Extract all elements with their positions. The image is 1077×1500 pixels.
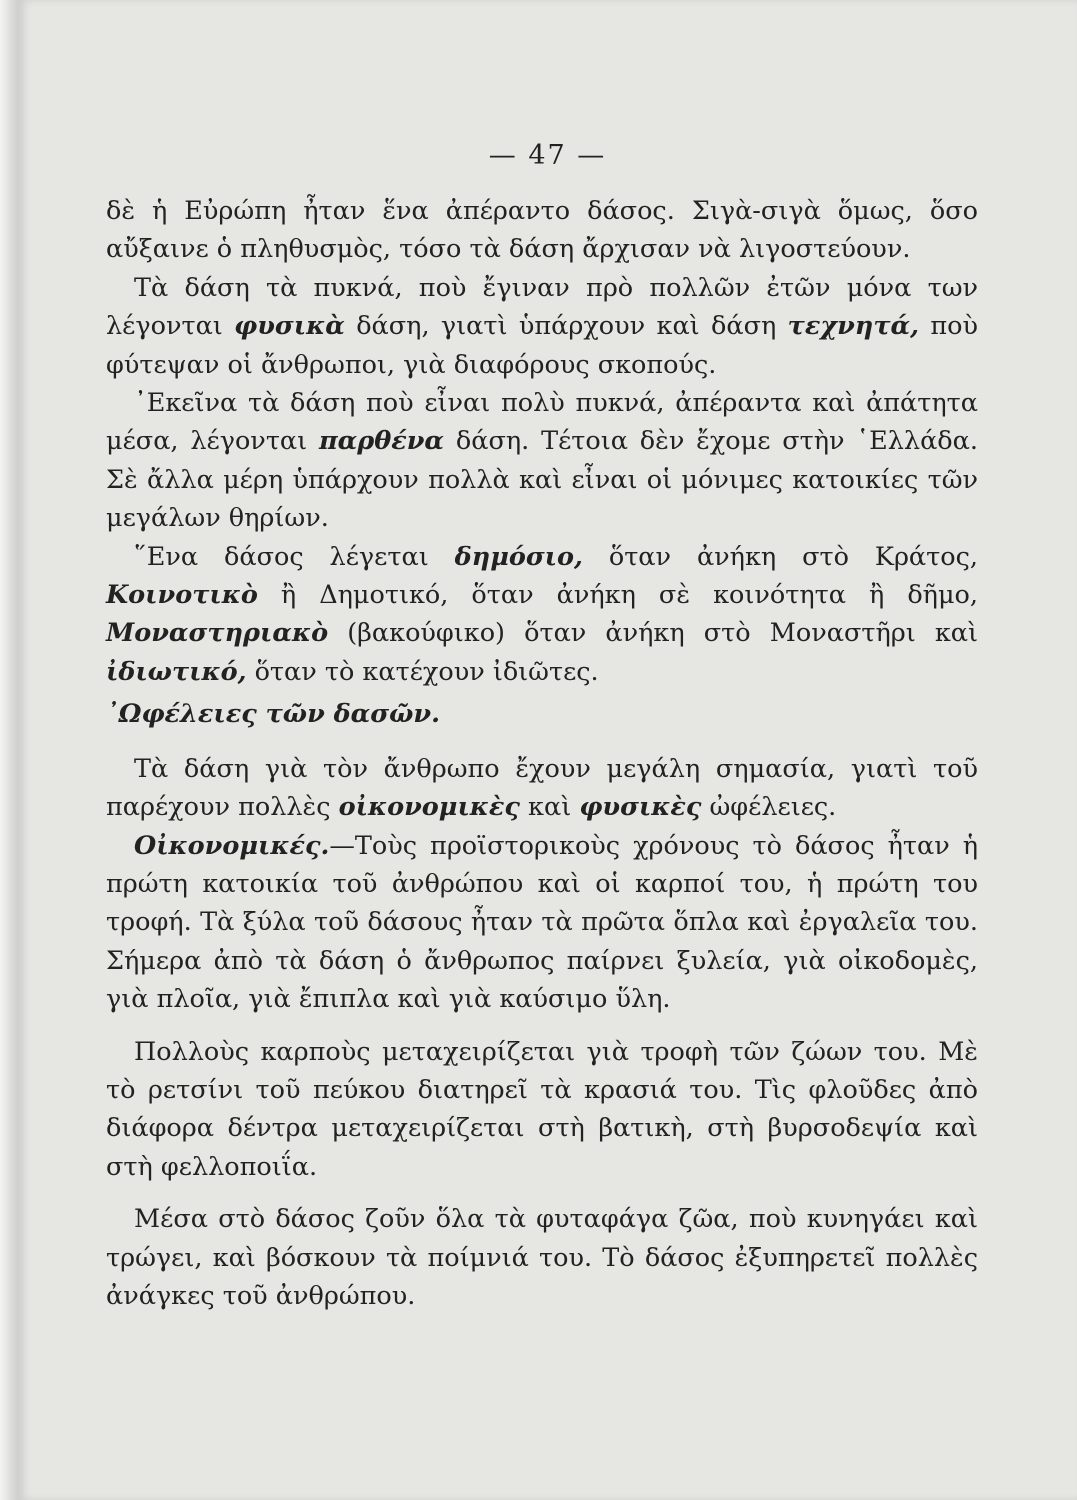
text-run: δάση, γιατὶ ὑπάρχουν καὶ δάση [344, 311, 788, 342]
emphasis-koinotiko: Κοινοτικὸ [106, 580, 258, 611]
book-spine-shadow [0, 0, 18, 1500]
text-run: ὅταν ἀνήκη στὸ Κράτος, [582, 541, 979, 572]
paragraph-4 [106, 538, 978, 692]
paragraph-8: Μέσα στὸ δάσος ζοῦν ὅλα τὰ φυταφάγα ζῶα, ποὺ κυνηγάει καὶ τρώγει, καὶ βόσκουν τὰ ποίμνιά του. Τὸ δάσος ἐξυπηρετεῖ πολλὲς ἀνάγκες τοῦ ἀνθρώπου. [106, 1204, 978, 1311]
emphasis-texnita: τεχνητά, [787, 311, 919, 342]
text-run: ποὺ φύτεψαν οἱ ἄνθρωποι, γιὰ διαφόρους σκοπούς. [106, 311, 978, 380]
emphasis-idiotiko: ἰδιωτικό, [106, 656, 247, 687]
section-heading: ᾿Ωφέλειες τῶν δασῶν. [106, 699, 440, 730]
paragraph-6 [106, 827, 978, 1019]
emphasis-fysika: φυσικὰ [234, 311, 345, 342]
paragraph-3 [106, 384, 978, 538]
text-run: ῞Ενα δάσος λέγεται [134, 541, 455, 572]
book-page [18, 0, 1077, 1500]
body-text [106, 192, 978, 1315]
text-run: ᾿Εκεῖνα τὰ δάση ποὺ εἶναι πολὺ πυκνά, ἀπέραντα καὶ ἀπάτητα μέσα, λέγονται [106, 388, 978, 457]
paragraph-2 [106, 269, 978, 384]
emphasis-oikonomikes: οἰκονομικὲς [338, 792, 520, 823]
emphasis-fysikes: φυσικὲς [579, 792, 702, 823]
text-run: Τὰ δάση γιὰ τὸν ἄνθρωπο ἔχουν μεγάλη σημασία, γιατὶ τοῦ παρέχουν πολλὲς [106, 753, 978, 823]
text-run: Τὰ δάση τὰ πυκνά, ποὺ ἔγιναν πρὸ πολλῶν ἐτῶν μόνα των λέγονται [106, 272, 978, 342]
paragraph-7: Πολλοὺς καρποὺς μεταχειρίζεται γιὰ τροφὴ τῶν ζώων του. Μὲ τὸ ρετσίνι τοῦ πεύκου διατηρεῖ τὰ κρασιά του. Τὶς φλοῦδες ἀπὸ διάφορα δέντρα μεταχειρίζεται στὴ βατικὴ, στὴ βυρσοδεψία καὶ στὴ φελλοποιΐα. [106, 1036, 978, 1182]
text-run: ὅταν τὸ κατέχουν ἰδιῶτες. [246, 656, 599, 687]
text-run: —Τοὺς προϊστορικοὺς χρόνους τὸ δάσος ἦταν ἡ πρώτη κατοικία τοῦ ἀνθρώπου καὶ οἱ καρποί του, ἡ πρώτη του τροφή. Τὰ ξύλα τοῦ δάσους ἦταν τὰ πρῶτα ὅπλα καὶ ἐργαλεῖα του. Σήμερα ἀπὸ τὰ δάση ὁ ἄνθρωπος παίρνει ξυλεία, γιὰ οἰκοδομὲς, γιὰ πλοῖα, γιὰ ἔπιπλα καὶ γιὰ καύσιμο ὕλη. [106, 830, 978, 1015]
emphasis-dimosio: δημόσιο, [454, 541, 583, 572]
text-run: ἢ Δημοτικό, ὅταν ἀνήκη σὲ κοινότητα ἢ δῆμο, [257, 580, 978, 611]
paragraph-1: δὲ ἡ Εὐρώπη ἦταν ἕνα ἀπέραντο δάσος. Σιγὰ-σιγὰ ὅμως, ὅσο αὔξαινε ὁ πληθυσμὸς, τόσο τὰ δάση ἄρχισαν νὰ λιγοστεύουν. [106, 196, 978, 265]
page-number: — 47 — [488, 140, 607, 171]
subheading-oikonomikes: Οἰκονομικές. [134, 830, 330, 861]
emphasis-monastiriako: Μοναστηριακὸ [106, 618, 329, 649]
emphasis-partheno: παρθένα [318, 426, 445, 457]
text-run: (βακούφικο) ὅταν ἀνήκη στὸ Μοναστῆρι καὶ [328, 618, 978, 649]
text-run: δάση. Τέτοια δὲν ἔχομε στὴν ῾Ελλάδα. Σὲ ἄλλα μέρη ὑπάρχουν πολλὰ καὶ εἶναι οἱ μόνιμες κατοικίες τῶν μεγάλων θηρίων. [106, 426, 978, 534]
text-run: καὶ [519, 792, 580, 823]
text-run: ὠφέλειες. [701, 792, 837, 823]
paragraph-5 [106, 750, 978, 827]
